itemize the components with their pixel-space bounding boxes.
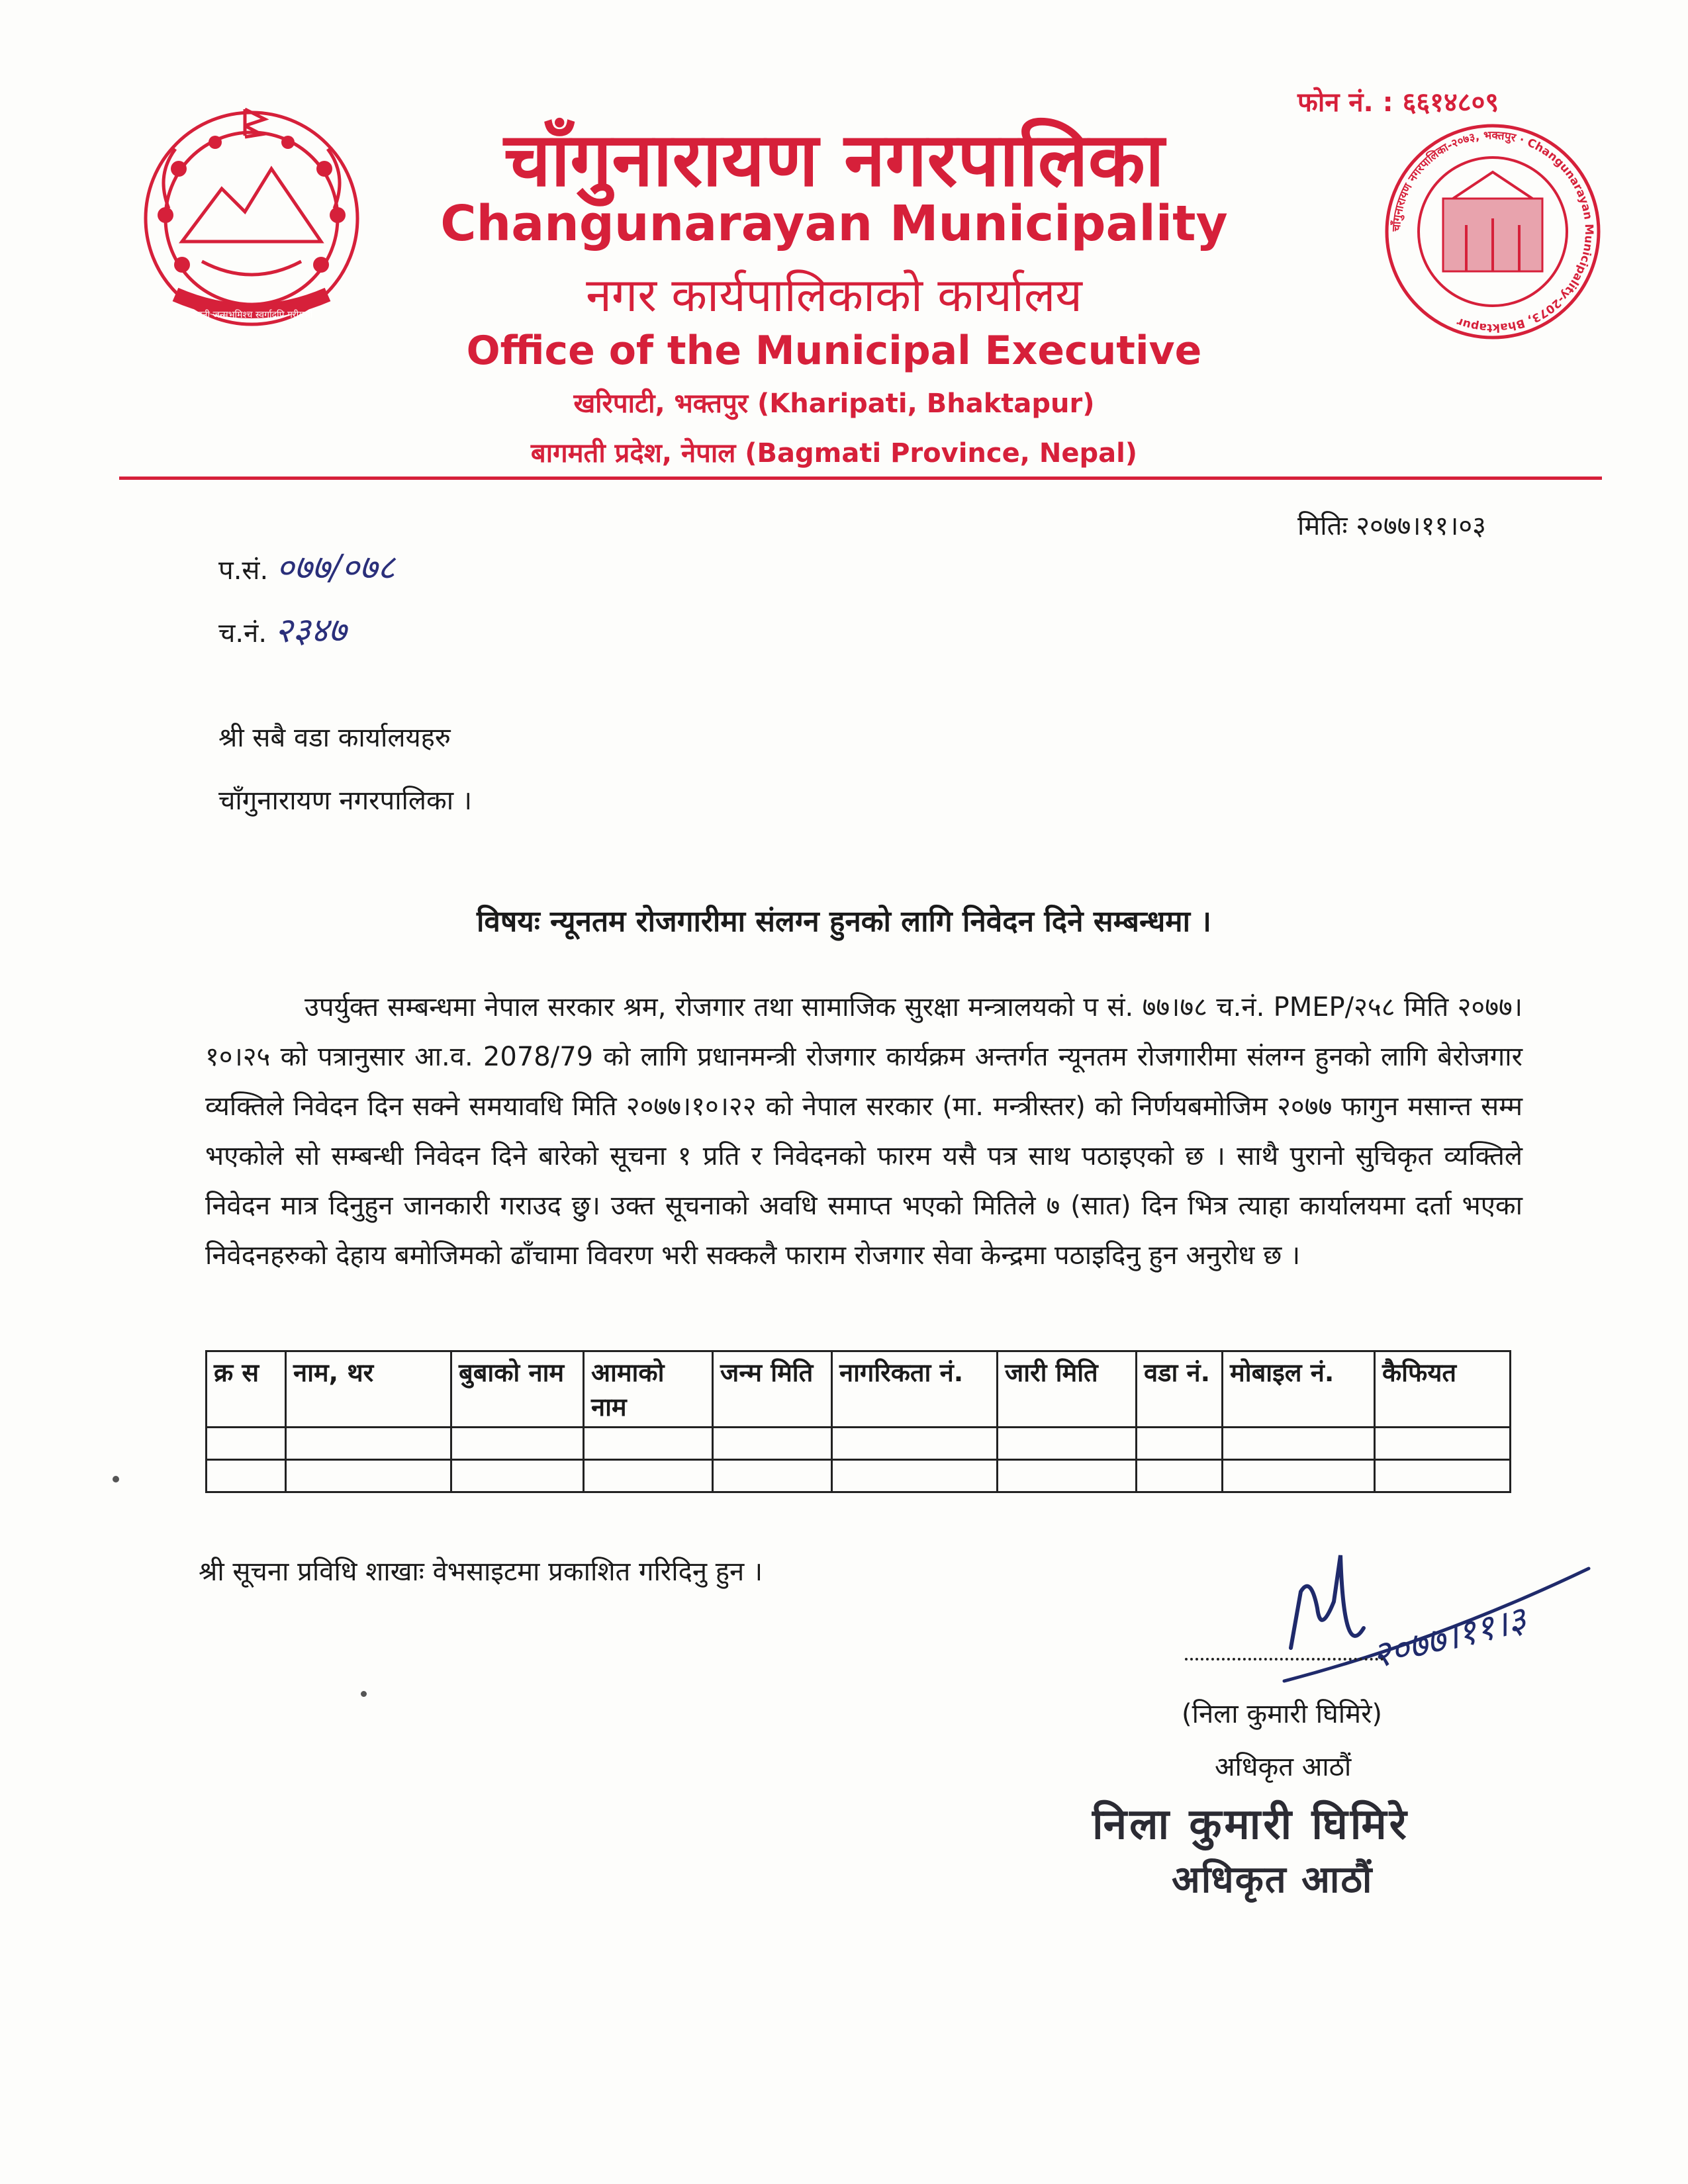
table-cell bbox=[1223, 1428, 1375, 1460]
letter-body-text: उपर्युक्त सम्बन्धमा नेपाल सरकार श्रम, रोजगार तथा सामाजिक सुरक्षा मन्त्रालयको प सं. ७७।७८ च.नं. PMEP/२५८ मिति २०७७।१०।२५ को पत्रानुसार आ.व. 2078/79 को लागि प्रधानमन्त्री रोजगार कार्यक्रम अन्तर्गत न्यूनतम रोजगारीमा संलग्न हुनको लागि बेरोजगार व्यक्तिले निवेदन दिन सक्ने समयावधि मिति २०७७।१०।२२ को नेपाल सरकार (मा. मन्त्रीस्तर) को निर्णयबमोजिम २०७७ फागुन मसान्त सम्म भएकोले सो सम्बन्धी निवेदन दिने बारेको सूचना १ प्रति र निवेदनको फारम यसै पत्र साथ पठाइएको छ । साथै पुरानो सुचिकृत व्यक्तिले निवेदन मात्र दिनुहुन जानकारी गराउद छु। उक्त सूचनाको अवधि समाप्त भएको मितिले ७ (सात) दिन भित्र त्याहा कार्यालयमा दर्ता भएका निवेदनहरुको देहाय बमोजिमको ढाँचामा विवरण भरी सक्कलै फाराम रोजगार सेवा केन्द्रमा पठाइदिनु हुन अनुरोध छ । bbox=[205, 992, 1523, 1271]
table-cell bbox=[451, 1460, 584, 1492]
table-header-cell: कैफियत bbox=[1375, 1351, 1511, 1428]
table-cell bbox=[832, 1460, 998, 1492]
office-title-np: नगर कार्यपालिकाको कार्यालय bbox=[586, 268, 1082, 322]
table-cell bbox=[1375, 1460, 1511, 1492]
table-header-cell: नागरिकता नं. bbox=[832, 1351, 998, 1428]
table-cell bbox=[713, 1428, 832, 1460]
address-line-2: बागमती प्रदेश, नेपाल (Bagmati Province, Nepal) bbox=[530, 438, 1138, 469]
table-header-row bbox=[207, 1351, 1511, 1428]
handwritten-date: २०७७।११।३ bbox=[1367, 1598, 1530, 1677]
municipality-seal-icon bbox=[1380, 119, 1605, 344]
emblem-motto: जननी जन्मभूमिश्च स्वर्गादपि गरीयसी bbox=[190, 310, 313, 320]
signature-line bbox=[1185, 1658, 1383, 1661]
table-cell bbox=[286, 1428, 451, 1460]
scan-speck bbox=[361, 1691, 367, 1697]
table-cell bbox=[207, 1428, 286, 1460]
addressee-line-1: श्री सबै वडा कार्यालयहरु bbox=[218, 723, 451, 753]
letter-subject: विषयः न्यूनतम रोजगारीमा संलग्न हुनको लागि निवेदन दिने सम्बन्धमा । bbox=[477, 905, 1211, 938]
table-cell bbox=[832, 1428, 998, 1460]
table-header-cell: जन्म मिति bbox=[713, 1351, 832, 1428]
reference-value: ०७७/०७८ bbox=[276, 548, 395, 588]
handwritten-signature bbox=[1271, 1529, 1602, 1701]
municipality-title-en: Changunarayan Municipality bbox=[440, 195, 1228, 252]
table-header-cell: वडा नं. bbox=[1137, 1351, 1223, 1428]
signatory-designation: अधिकृत आठौं bbox=[1215, 1752, 1352, 1782]
phone-number: फोन नं. : ६६१४८०९ bbox=[1297, 87, 1499, 118]
table-header-cell: बुबाको नाम bbox=[451, 1351, 584, 1428]
table-header-cell: मोबाइल नं. bbox=[1223, 1351, 1375, 1428]
seal-text: चाँगुनारायण नगरपालिका-२०७३, भक्तपुर · Changunarayan Municipality-2073, Bhaktapur bbox=[1389, 128, 1596, 335]
table-cell bbox=[451, 1428, 584, 1460]
header-divider bbox=[119, 477, 1602, 480]
nepal-emblem-icon bbox=[129, 96, 374, 341]
address-line-1: खरिपाटी, भक्तपुर (Kharipati, Bhaktapur) bbox=[573, 388, 1095, 419]
cc-note: श्री सूचना प्रविधि शाखाः वेभसाइटमा प्रकाशित गरिदिनु हुन । bbox=[199, 1557, 763, 1587]
table-row bbox=[207, 1460, 1511, 1492]
table-cell bbox=[998, 1428, 1137, 1460]
table-cell bbox=[713, 1460, 832, 1492]
table-cell bbox=[1137, 1460, 1223, 1492]
reference-label: प.सं. bbox=[218, 555, 269, 586]
table-header-cell: आमाको नाम bbox=[584, 1351, 713, 1428]
dispatch-number bbox=[218, 606, 346, 653]
table-cell bbox=[1375, 1428, 1511, 1460]
table-cell bbox=[1223, 1460, 1375, 1492]
signatory-name: (निला कुमारी घिमिरे) bbox=[1182, 1699, 1383, 1729]
table-cell bbox=[998, 1460, 1137, 1492]
table-cell bbox=[584, 1460, 713, 1492]
letter-body bbox=[205, 983, 1523, 1281]
table-row bbox=[207, 1428, 1511, 1460]
stamp-designation: अधिकृत आठौं bbox=[1172, 1858, 1374, 1901]
stamp-name: निला कुमारी घिमिरे bbox=[1092, 1799, 1409, 1849]
scan-speck bbox=[113, 1476, 119, 1482]
office-title-en: Office of the Municipal Executive bbox=[466, 328, 1202, 374]
dispatch-label: च.नं. bbox=[218, 618, 267, 649]
table-cell bbox=[584, 1428, 713, 1460]
dispatch-value: २३४७ bbox=[275, 611, 347, 651]
reference-number bbox=[218, 543, 395, 590]
addressee-line-2: चाँगुनारायण नगरपालिका । bbox=[218, 786, 472, 816]
applicant-table bbox=[205, 1350, 1511, 1493]
letter-date: मितिः २०७७।११।०३ bbox=[1297, 511, 1486, 541]
table-header-cell: नाम, थर bbox=[286, 1351, 451, 1428]
table-cell bbox=[207, 1460, 286, 1492]
municipality-title-np: चाँगुनारायण नगरपालिका bbox=[504, 116, 1164, 203]
table-cell bbox=[286, 1460, 451, 1492]
table-header-cell: क्र स bbox=[207, 1351, 286, 1428]
table-cell bbox=[1137, 1428, 1223, 1460]
table-header-cell: जारी मिति bbox=[998, 1351, 1137, 1428]
